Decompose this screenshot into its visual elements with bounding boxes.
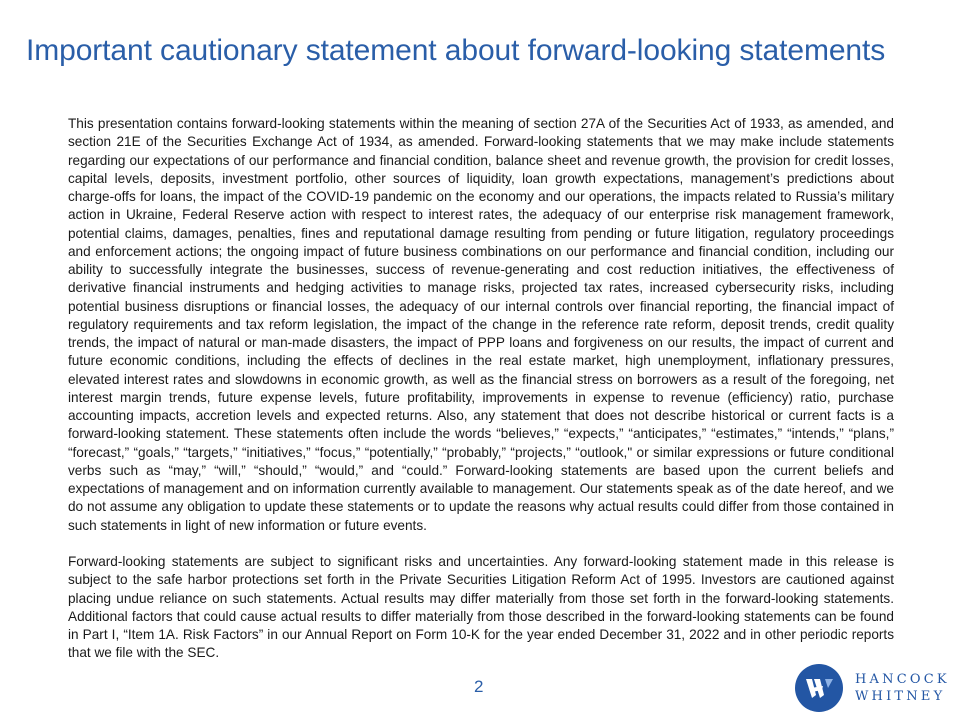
- disclaimer-body: [68, 115, 894, 681]
- page-title: Important cautionary statement about forward-looking statements: [26, 34, 886, 67]
- page-number: 2: [474, 677, 484, 696]
- hw-logo-icon: [795, 664, 843, 712]
- paragraph-forward-looking: This presentation contains forward-looking statements within the meaning of section 27A of the Securities Act of 1933, as amended, and section 21E of the Securities Exchange Act of 1934, as amended. Forward-looking statements that we may make include statements regarding our expectations of our performance and financial condition, balance sheet and revenue growth, the provision for credit losses, capital levels, deposits, investment portfolio, other sources of liquidity, loan growth expectations, management’s predictions about charge-offs for loans, the impact of the COVID-19 pandemic on the economy and our operations, the impacts related to Russia’s military action in Ukraine, Federal Reserve action with respect to interest rates, the adequacy of our enterprise risk management framework, potential claims, damages, penalties, fines and reputational damage resulting from pending or future litigation, regulatory proceedings and enforcement actions; the ongoing impact of future business combinations on our performance and financial condition, including our ability to successfully integrate the businesses, success of revenue-generating and cost reduction initiatives, the effectiveness of derivative financial instruments and hedging activities to manage risks, projected tax rates, increased cybersecurity risks, including potential business disruptions or financial losses, the adequacy of our internal controls over financial reporting, the financial impact of regulatory requirements and tax reform legislation, the impact of the change in the reference rate reform, deposit trends, credit quality trends, the impact of natural or man-made disasters, the impact of PPP loans and forgiveness on our results, the impact of current and future economic conditions, including the effects of declines in the real estate market, high unemployment, inflationary pressures, elevated interest rates and slowdowns in economic growth, as well as the financial stress on borrowers as a result of the foregoing, net interest margin trends, future expense levels, future profitability, improvements in expense to revenue (efficiency) ratio, purchase accounting impacts, accretion levels and expected returns. Also, any statement that does not describe historical or current facts is a forward-looking statement. These statements often include the words “believes,” “expects,” “anticipates,” “estimates,” “intends,” “plans,” “forecast,” “goals,” “targets,” “initiatives,” “focus,” “potentially,” “probably,” “projects,” “outlook," or similar expressions or future conditional verbs such as “may,” “will,” “should,” “would,” and “could.” Forward-looking statements are based upon the current beliefs and expectations of management and on information currently available to management. Our statements speak as of the date hereof, and we do not assume any obligation to update these statements or to update the reasons why actual results could differ from those contained in such statements in light of new information or future events.: [68, 116, 894, 533]
- paragraph-risks: Forward-looking statements are subject to significant risks and uncertainties. Any forward-looking statement made in this release is subject to the safe harbor protections set forth in the Private Securities Litigation Reform Act of 1995. Investors are cautioned against placing undue reliance on such statements. Actual results may differ materially from those set forth in the forward-looking statements. Additional factors that could cause actual results to differ materially from those described in the forward-looking statements can be found in Part I, “Item 1A. Risk Factors” in our Annual Report on Form 10-K for the year ended December 31, 2022 and in other periodic reports that we file with the SEC.: [68, 554, 894, 661]
- logo-text-hancock: HANCOCK: [855, 672, 950, 687]
- hancock-whitney-logo: [795, 664, 950, 712]
- logo-text-whitney: WHITNEY: [855, 689, 946, 704]
